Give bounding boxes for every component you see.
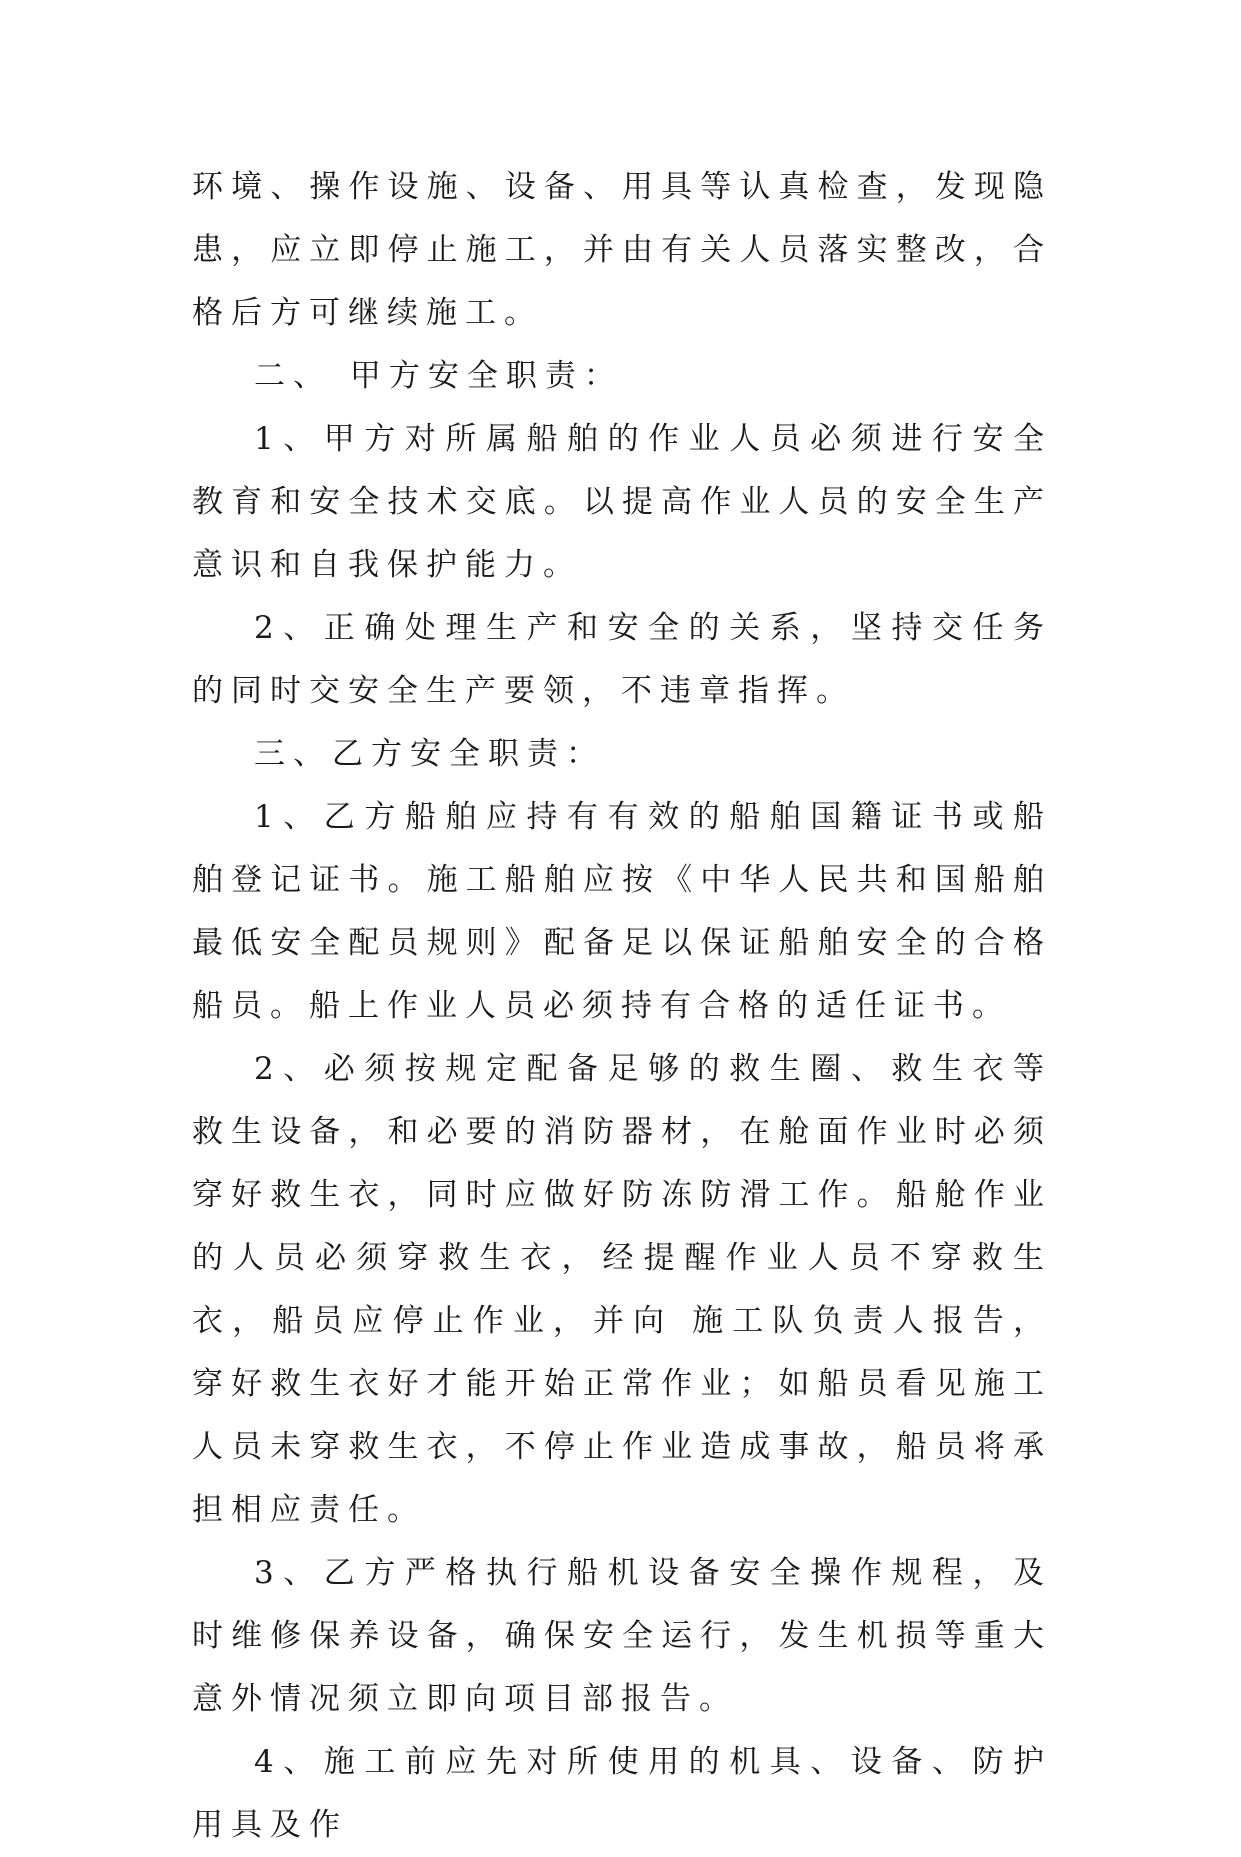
paragraph-b-1: 1、乙方船舶应持有有效的船舶国籍证书或船舶登记证书。施工船舶应按《中华人民共和国船舶最低安全配员规则》配备足以保证船舶安全的合格船员。船上作业人员必须持有合格的适任证书。 xyxy=(192,799,1052,1024)
heading-party-a-responsibilities: 二、 甲方安全职责： xyxy=(254,358,623,394)
paragraph-a-2: 2、正确处理生产和安全的关系，坚持交任务的同时交安全生产要领，不违章指挥。 xyxy=(192,610,1052,709)
document-page xyxy=(192,156,1052,1857)
paragraph-a-1: 1、甲方对所属船舶的作业人员必须进行安全教育和安全技术交底。以提高作业人员的安全生产意识和自我保护能力。 xyxy=(192,421,1052,583)
paragraph-b-3: 3、乙方严格执行船机设备安全操作规程，及时维修保养设备，确保安全运行，发生机损等重大意外情况须立即向项目部报告。 xyxy=(192,1555,1052,1717)
paragraph-continued-inspection: 环境、操作设施、设备、用具等认真检查，发现隐患，应立即停止施工，并由有关人员落实整改，合格后方可继续施工。 xyxy=(192,169,1052,331)
heading-party-b-responsibilities: 三、乙方安全职责： xyxy=(254,736,605,772)
paragraph-b-2: 2、必须按规定配备足够的救生圈、救生衣等救生设备，和必要的消防器材，在舱面作业时必须穿好救生衣，同时应做好防冻防滑工作。船舱作业的人员必须穿救生衣，经提醒作业人员不穿救生衣，船员应停止作业，并向 施工队负责人报告，穿好救生衣好才能开始正常作业；如船员看见施工人员未穿救生衣，不停止作业造成事故，船员将承担相应责任。 xyxy=(192,1051,1052,1528)
paragraph-b-4: 4、施工前应先对所使用的机具、设备、防护用具及作 xyxy=(192,1744,1052,1843)
